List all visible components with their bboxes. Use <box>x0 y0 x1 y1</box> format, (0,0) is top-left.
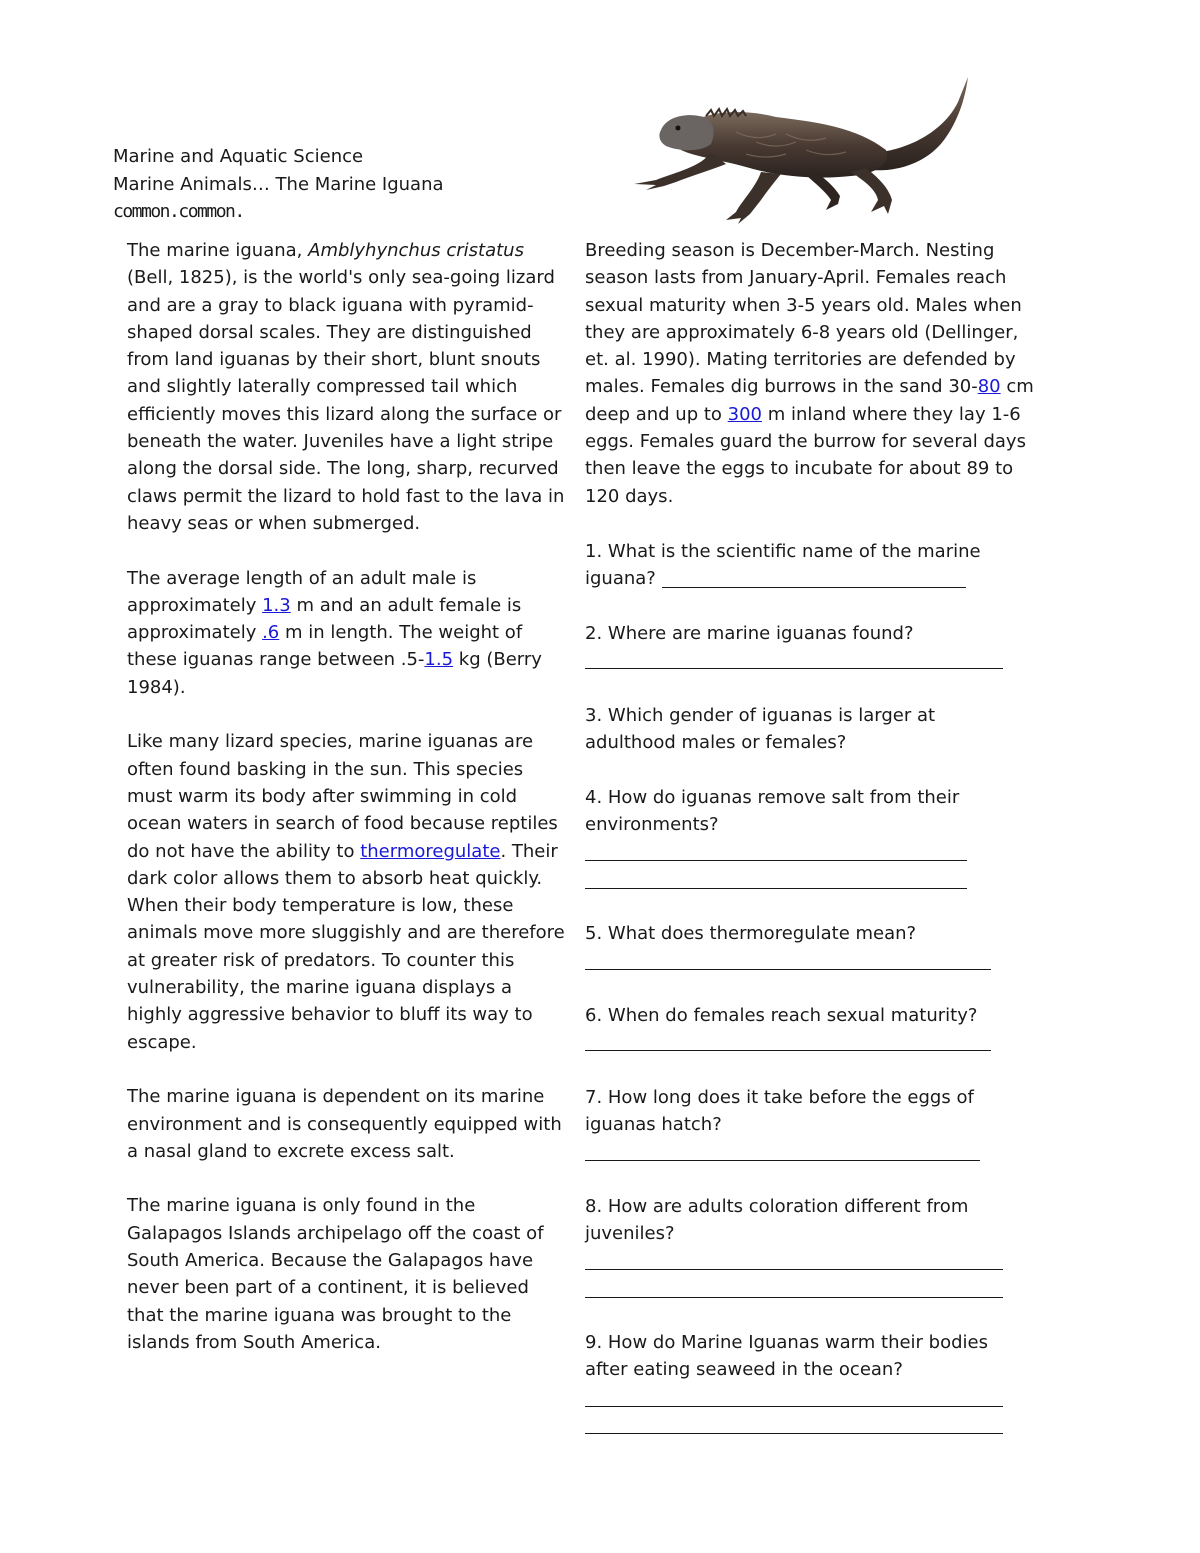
answer-line-8b[interactable] <box>585 1297 1003 1298</box>
answer-line-9a[interactable] <box>585 1406 1003 1407</box>
answer-line-7[interactable] <box>585 1160 980 1161</box>
salt-gland-paragraph: The marine iguana is dependent on its marine environment and is consequently equipped with a nasal gland to excrete excess salt. <box>127 1086 562 1162</box>
question-6: 6. When do females reach sexual maturity? <box>585 1005 978 1026</box>
answer-line-4a[interactable] <box>585 860 967 861</box>
question-5: 5. What does thermoregulate mean? <box>585 923 917 944</box>
worksheet-header <box>113 143 444 226</box>
question-3: 3. Which gender of iguanas is larger at adulthood males or females? <box>585 705 936 754</box>
answer-line-4b[interactable] <box>585 888 967 889</box>
thermoregulate-link[interactable]: thermoregulate <box>360 840 501 862</box>
left-column <box>127 237 567 1383</box>
answer-line-1[interactable] <box>662 587 966 588</box>
size-paragraph: The average length of an adult male is approximately 1.3 m and an adult female is approximately .6 m in length. The weight of these iguanas range between .5-1.5 kg (Berry 1984). <box>127 567 542 698</box>
male-length-link[interactable]: 1.3 <box>262 594 291 616</box>
answer-line-9b[interactable] <box>585 1433 1003 1434</box>
marine-iguana-image <box>626 72 976 232</box>
topic-title: Marine Animals… The Marine Iguana <box>113 173 444 195</box>
answer-line-8a[interactable] <box>585 1269 1003 1270</box>
scientific-name: Amblyhynchus cristatus <box>308 240 524 261</box>
course-title: Marine and Aquatic Science <box>113 146 364 167</box>
answer-line-5[interactable] <box>585 969 991 970</box>
question-9: 9. How do Marine Iguanas warm their bodies after eating seaweed in the ocean? <box>585 1332 988 1381</box>
burrow-depth-link[interactable]: 80 <box>977 376 1001 398</box>
question-1: 1. What is the scientific name of the marine iguana? <box>585 541 981 590</box>
habitat-paragraph: The marine iguana is only found in the Galapagos Islands archipelago off the coast of South America. Because the Galapagos have never been part of a continent, it is believed that the marine iguana was brought to the islands from South America. <box>127 1195 544 1353</box>
question-8: 8. How are adults coloration different from juveniles? <box>585 1196 969 1245</box>
inland-distance-link[interactable]: 300 <box>727 403 763 425</box>
basking-paragraph: Like many lizard species, marine iguanas are often found basking in the sun. This species must warm its body after swimming in cold ocean waters in search of food because reptiles do not have the ability to thermoregulate. Their dark color allows them to absorb heat quickly. When their body temperature is low, these animals move more sluggishly and are therefore at greater risk of predators. To counter this vulnerability, the marine iguana displays a highly aggressive behavior to bluff its way to escape. <box>127 731 565 1053</box>
question-2: 2. Where are marine iguanas found? <box>585 623 914 644</box>
answer-line-6[interactable] <box>585 1050 991 1051</box>
weight-link[interactable]: 1.5 <box>424 649 454 671</box>
breeding-paragraph: Breeding season is December-March. Nesting season lasts from January-April. Females reach sexual maturity when 3-5 years old. Males when they are approximately 6-8 years old (Dellinger, et. al. 1990). Mating territories are defended by males. Females dig burrows in the sand 30-80 cm deep and up to 300 m inland where they lay 1-6 eggs. Females guard the burrow for several days then leave the eggs to incubate for about 89 to 120 days. <box>585 240 1034 507</box>
answer-line-2[interactable] <box>585 668 1003 669</box>
right-column <box>585 237 1035 537</box>
question-4: 4. How do iguanas remove salt from their environments? <box>585 787 960 836</box>
female-length-link[interactable]: .6 <box>262 622 280 644</box>
intro-paragraph: The marine iguana, Amblyhynchus cristatus (Bell, 1825), is the world's only sea-going lizard and are a gray to black iguana with pyramid-shaped dorsal scales. They are distinguished from land iguanas by their short, blunt snouts and slightly laterally compressed tail which efficiently moves this lizard along the surface or beneath the water. Juveniles have a light stripe along the dorsal side. The long, sharp, recurved claws permit the lizard to hold fast to the lava in heavy seas or when submerged. <box>127 240 565 534</box>
name-line: common.common. <box>113 201 244 222</box>
question-7: 7. How long does it take before the eggs of iguanas hatch? <box>585 1087 974 1136</box>
